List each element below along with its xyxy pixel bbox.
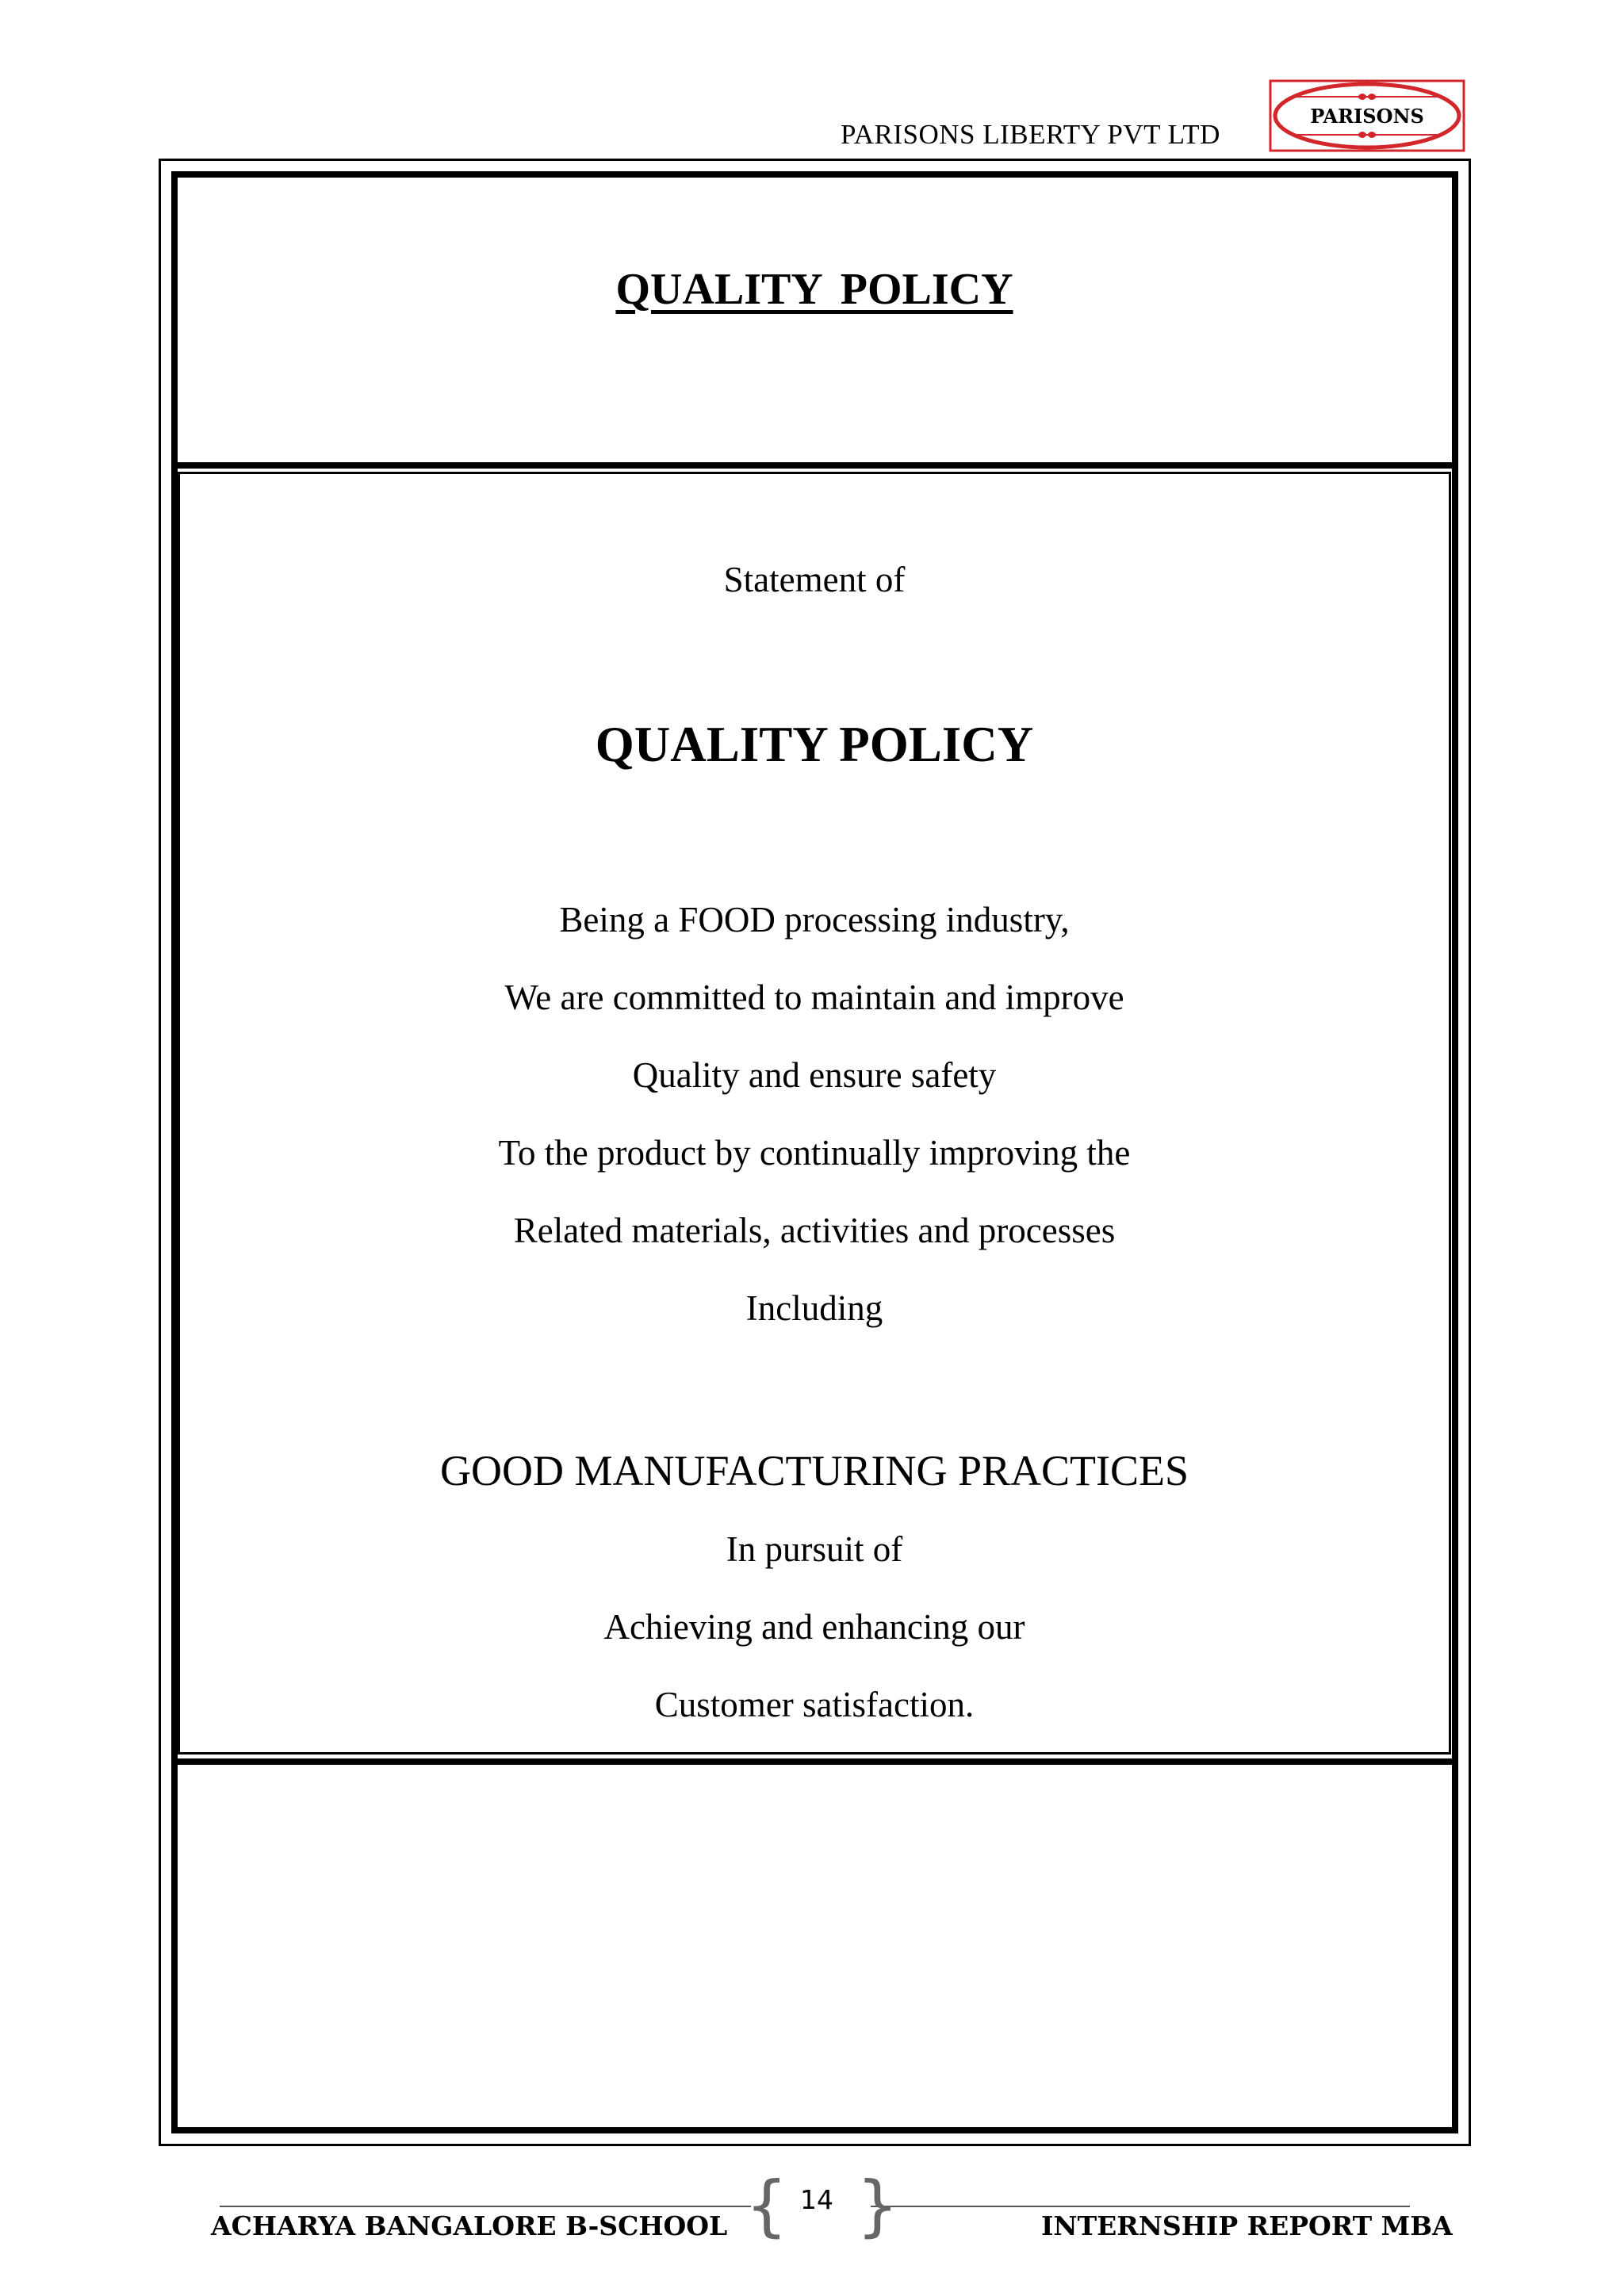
closing-line: Customer satisfaction. — [654, 1685, 975, 1724]
page-number: 14 — [800, 2184, 833, 2215]
footer-rule-right — [871, 2206, 1410, 2207]
footer-report-title: INTERNSHIP REPORT MBA — [1041, 2210, 1453, 2241]
gmp-heading: GOOD MANUFACTURING PRACTICES — [439, 1447, 1189, 1494]
closing-line: Achieving and enhancing our — [603, 1607, 1025, 1647]
logo-text: PARISONS — [1310, 105, 1424, 128]
top-section-divider — [171, 462, 1458, 469]
policy-line: Quality and ensure safety — [632, 1055, 997, 1095]
bottom-section-divider — [171, 1758, 1458, 1765]
company-header: PARISONS LIBERTY PVT LTD — [841, 119, 1220, 150]
closing-line: In pursuit of — [726, 1529, 903, 1569]
parisons-logo — [1269, 79, 1465, 152]
page-heading: QUALITY POLICY — [615, 265, 1013, 314]
footer-school: ACHARYA BANGALORE B-SCHOOL — [211, 2210, 728, 2241]
policy-line: To the product by continually improving the — [498, 1133, 1131, 1173]
statement-intro: Statement of — [723, 560, 906, 599]
policy-line: Related materials, activities and processes — [513, 1211, 1116, 1250]
left-brace-icon: { — [745, 2167, 788, 2244]
policy-line: We are committed to maintain and improve — [504, 978, 1124, 1017]
footer-rule-left — [220, 2206, 751, 2207]
policy-line: Including — [745, 1288, 883, 1328]
policy-line: Being a FOOD processing industry, — [559, 900, 1070, 939]
right-brace-icon: } — [856, 2167, 899, 2244]
policy-title: QUALITY POLICY — [595, 717, 1034, 772]
